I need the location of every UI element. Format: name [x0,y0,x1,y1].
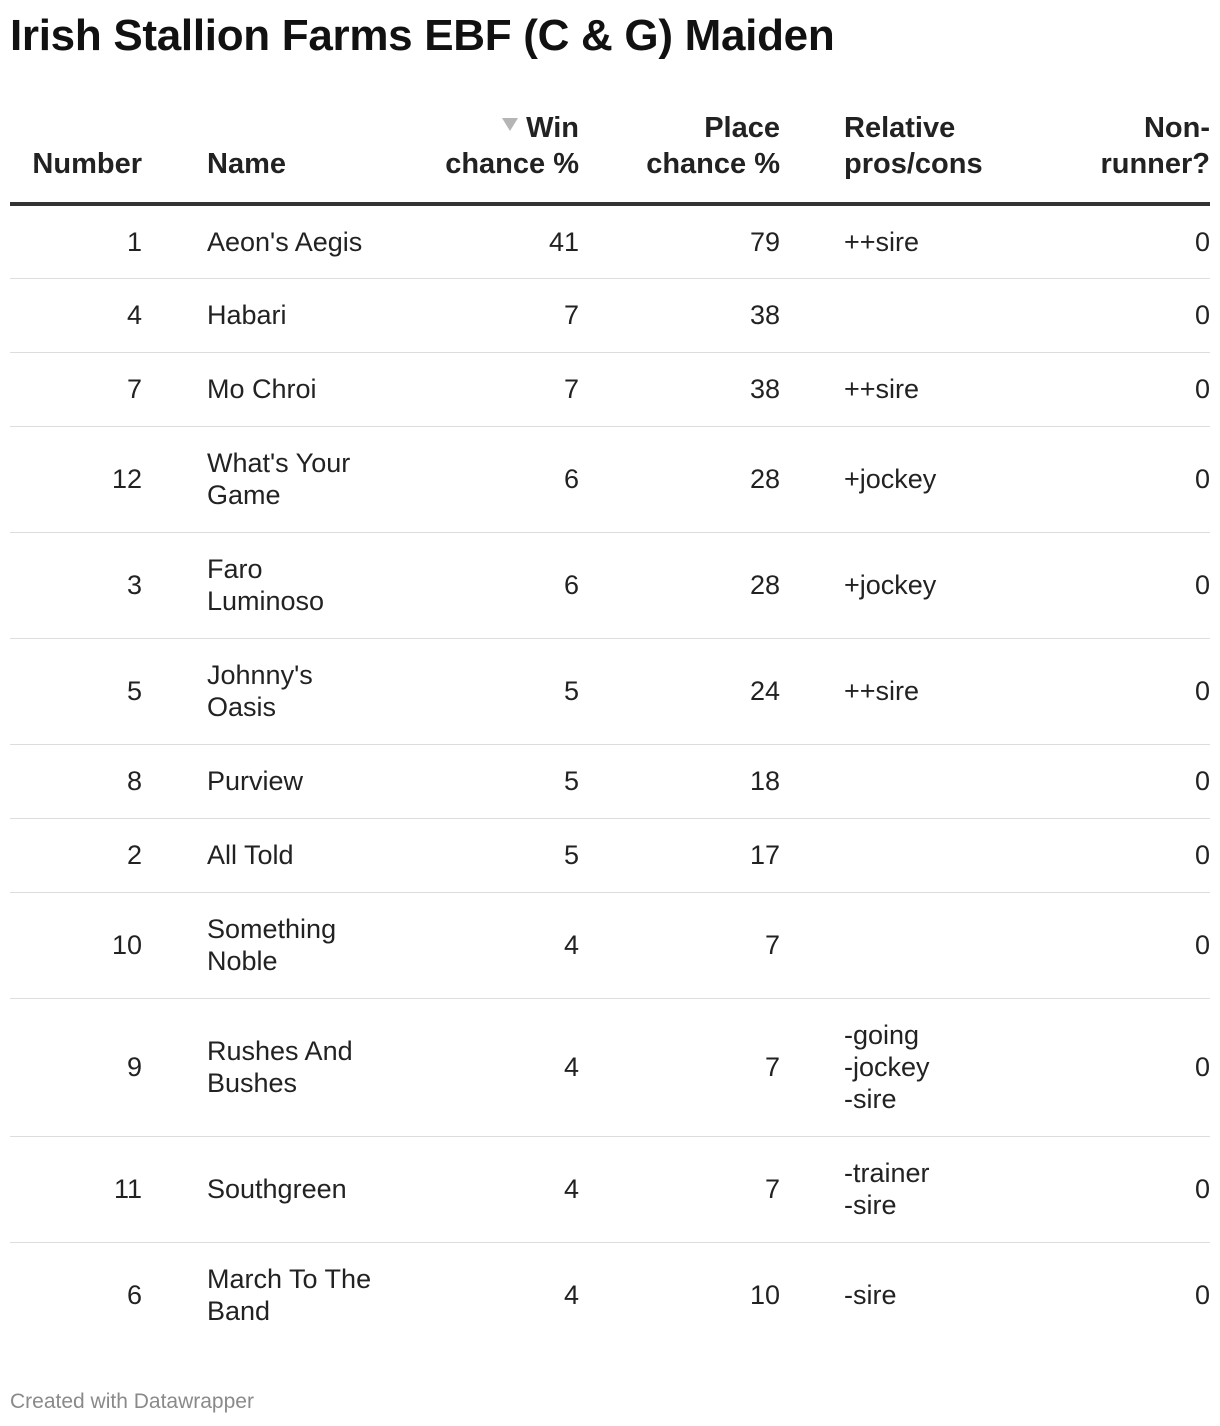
cell-number: 8 [10,744,142,818]
cell-non-runner: 0 [1034,998,1210,1136]
cell-non-runner: 0 [1034,426,1210,532]
cell-name [207,1136,382,1242]
table-row [10,744,1210,818]
cell-name [207,892,382,998]
header-win-chance[interactable]: Win chance % [382,110,579,204]
cell-place-chance: 38 [579,352,780,426]
cell-win-chance: 6 [382,426,579,532]
cell-win-chance: 4 [563,1280,579,1311]
horse-name: Habari [207,300,287,330]
table-row [10,638,1210,744]
cell-pros-cons: -going -jockey -sire [844,998,1034,1136]
cell-non-runner: 0 [1034,818,1210,892]
cell-win-chance: 4 [382,1136,579,1242]
cell-non-runner: 0 [1034,1136,1210,1242]
cell-number: 12 [10,426,142,532]
cell-place-chance: 10 [749,1280,780,1311]
cell-name [207,532,382,638]
horse-name: Faro Luminoso [207,554,325,616]
cell-win-chance: 4 [382,998,579,1136]
runners-table [10,110,1210,1348]
cell-place-chance: 17 [579,818,780,892]
cell-pros-cons: +jockey [844,532,1034,638]
horse-name: Aeon's Aegis [207,226,363,257]
cell-pros-cons [844,744,1034,818]
table-row [10,1242,1210,1348]
cell-pros-cons: ++sire [844,204,1034,278]
table-body [10,204,1210,1348]
cell-win-chance: 5 [382,818,579,892]
horse-name: Something Noble [207,914,337,976]
horse-name: Purview [207,766,304,796]
cell-number: 7 [10,352,142,426]
table-row [10,998,1210,1136]
cell-pros-cons: ++sire [844,352,1034,426]
cell-place-chance: 24 [579,638,780,744]
cell-place-chance: 7 [579,1136,780,1242]
cell-pros-cons: -sire [844,1280,897,1311]
cell-place-chance: 7 [579,998,780,1136]
cell-number: 11 [10,1136,142,1242]
cell-win-chance: 5 [382,744,579,818]
cell-non-runner: 0 [1034,204,1210,278]
cell-name [207,638,382,744]
datawrapper-credit[interactable]: Created with Datawrapper [10,1390,254,1413]
cell-win-chance: 6 [382,532,579,638]
horse-name: What's Your Game [207,448,351,510]
cell-name [207,744,382,818]
page-title: Irish Stallion Farms EBF (C & G) Maiden [10,11,835,60]
table-row [10,278,1210,352]
horse-name: Southgreen [207,1174,347,1204]
cell-place-chance: 79 [579,204,780,278]
cell-name [207,204,382,278]
cell-number: 4 [10,278,142,352]
table-row [10,892,1210,998]
cell-pros-cons [844,818,1034,892]
horse-name: Johnny's Oasis [207,660,313,722]
cell-number: 2 [10,818,142,892]
cell-non-runner: 0 [1034,532,1210,638]
cell-name [207,426,382,532]
cell-number: 6 [126,1280,142,1311]
cell-number: 9 [10,998,142,1136]
cell-non-runner: 0 [1194,1280,1210,1311]
cell-win-chance: 7 [382,278,579,352]
cell-pros-cons: -trainer -sire [844,1136,1034,1242]
horse-name: All Told [207,840,294,870]
table-row [10,532,1210,638]
header-place-chance[interactable]: Place chance % [579,110,780,204]
table-row [10,818,1210,892]
cell-name [207,352,382,426]
cell-non-runner: 0 [1034,892,1210,998]
cell-place-chance: 28 [579,532,780,638]
cell-pros-cons [844,892,1034,998]
cell-non-runner: 0 [1034,744,1210,818]
cell-pros-cons: +jockey [844,426,1034,532]
cell-win-chance: 4 [382,892,579,998]
cell-number: 10 [10,892,142,998]
cell-number: 3 [10,532,142,638]
cell-name [207,1242,382,1348]
cell-place-chance: 18 [579,744,780,818]
cell-non-runner: 0 [1034,278,1210,352]
cell-name [207,998,382,1136]
table-row [10,352,1210,426]
cell-non-runner: 0 [1034,352,1210,426]
cell-place-chance: 38 [579,278,780,352]
cell-pros-cons [844,278,1034,352]
header-number[interactable]: Number [10,110,142,204]
cell-win-chance: 7 [382,352,579,426]
cell-number: 5 [10,638,142,744]
cell-place-chance: 7 [579,892,780,998]
cell-number: 1 [10,204,142,278]
horse-name: March To The Band [207,1264,372,1327]
cell-win-chance: 41 [382,204,579,278]
header-non-runner[interactable]: Non- runner? [1034,110,1210,204]
header-name[interactable]: Name [207,110,382,204]
cell-pros-cons: ++sire [844,638,1034,744]
cell-name [207,818,382,892]
cell-win-chance: 5 [382,638,579,744]
table-row [10,204,1210,278]
sort-descending-icon [502,118,518,131]
header-relative-pros-cons[interactable]: Relative pros/cons [844,110,1034,204]
horse-name: Mo Chroi [207,374,317,404]
cell-non-runner: 0 [1034,638,1210,744]
cell-name [207,278,382,352]
table-row [10,1136,1210,1242]
horse-name: Rushes And Bushes [207,1036,353,1098]
cell-place-chance: 28 [579,426,780,532]
table-header-row [10,110,1210,204]
table-row [10,426,1210,532]
